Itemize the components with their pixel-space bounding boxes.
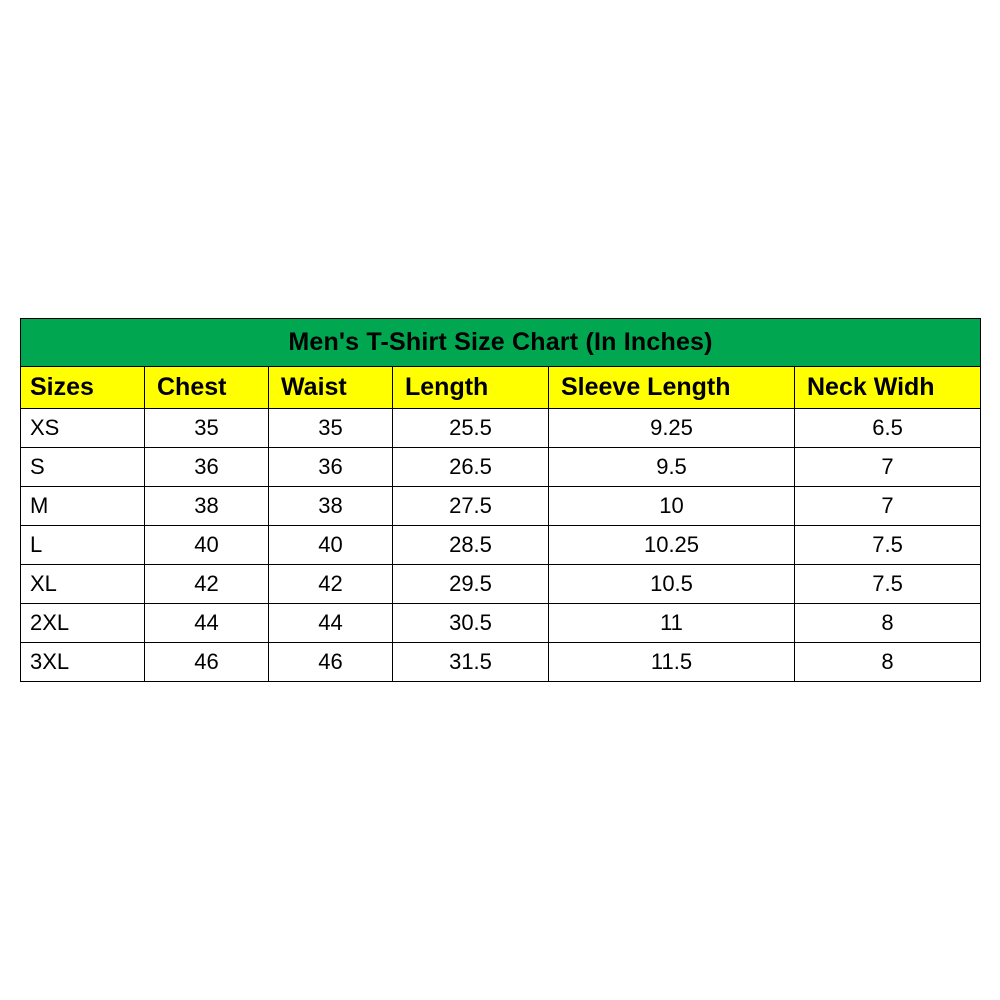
table-row [21,487,981,526]
cell-neck-width: 7.5 [795,526,981,565]
cell-chest: 40 [145,526,269,565]
cell-neck-width: 7 [795,487,981,526]
column-header-sleeve-length: Sleeve Length [549,367,795,409]
cell-length: 26.5 [393,448,549,487]
cell-chest: 38 [145,487,269,526]
cell-sleeve-length: 11.5 [549,643,795,682]
size-chart-container [20,318,980,682]
cell-sleeve-length: 9.5 [549,448,795,487]
cell-chest: 35 [145,409,269,448]
table-row [21,604,981,643]
cell-sleeve-length: 11 [549,604,795,643]
cell-size: 2XL [21,604,145,643]
cell-length: 30.5 [393,604,549,643]
cell-size: 3XL [21,643,145,682]
table-row [21,643,981,682]
cell-waist: 35 [269,409,393,448]
cell-length: 29.5 [393,565,549,604]
cell-waist: 40 [269,526,393,565]
cell-neck-width: 7.5 [795,565,981,604]
cell-size: XS [21,409,145,448]
cell-waist: 44 [269,604,393,643]
cell-size: S [21,448,145,487]
cell-sleeve-length: 10.25 [549,526,795,565]
cell-length: 28.5 [393,526,549,565]
chart-title-row [21,319,981,367]
cell-length: 25.5 [393,409,549,448]
cell-neck-width: 8 [795,604,981,643]
cell-size: XL [21,565,145,604]
cell-chest: 46 [145,643,269,682]
cell-sleeve-length: 10.5 [549,565,795,604]
cell-chest: 42 [145,565,269,604]
chart-title: Men's T-Shirt Size Chart (In Inches) [21,319,981,367]
column-header-row [21,367,981,409]
column-header-neck-width: Neck Widh [795,367,981,409]
cell-neck-width: 7 [795,448,981,487]
column-header-length: Length [393,367,549,409]
cell-neck-width: 6.5 [795,409,981,448]
cell-size: M [21,487,145,526]
cell-length: 27.5 [393,487,549,526]
cell-waist: 42 [269,565,393,604]
table-row [21,409,981,448]
cell-sleeve-length: 10 [549,487,795,526]
cell-size: L [21,526,145,565]
cell-waist: 38 [269,487,393,526]
table-row [21,565,981,604]
column-header-waist: Waist [269,367,393,409]
column-header-sizes: Sizes [21,367,145,409]
table-row [21,448,981,487]
size-chart-table [20,318,981,682]
cell-length: 31.5 [393,643,549,682]
table-row [21,526,981,565]
cell-waist: 46 [269,643,393,682]
cell-sleeve-length: 9.25 [549,409,795,448]
column-header-chest: Chest [145,367,269,409]
cell-waist: 36 [269,448,393,487]
cell-chest: 44 [145,604,269,643]
cell-neck-width: 8 [795,643,981,682]
cell-chest: 36 [145,448,269,487]
